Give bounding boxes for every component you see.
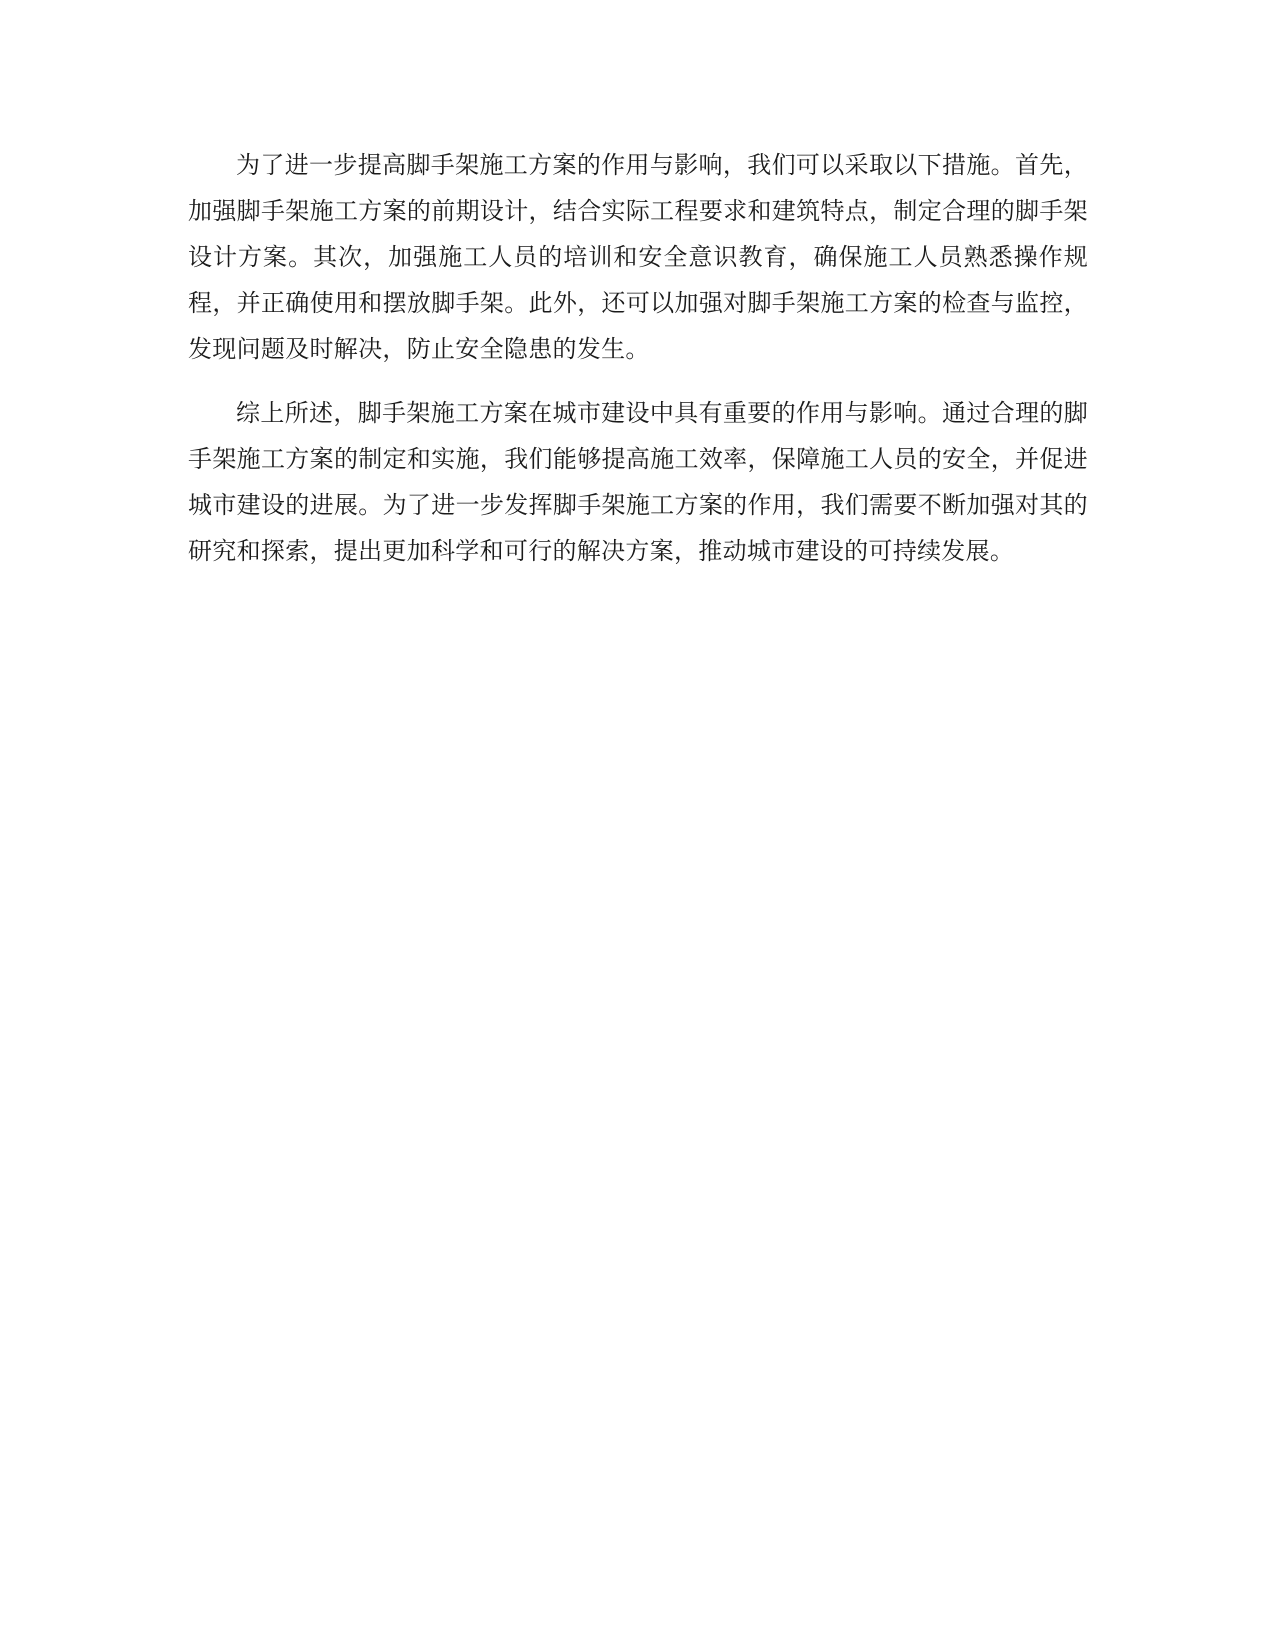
- document-body: [188, 142, 1088, 592]
- paragraph-conclusion: 综上所述，脚手架施工方案在城市建设中具有重要的作用与影响。通过合理的脚手架施工方案的制定和实施，我们能够提高施工效率，保障施工人员的安全，并促进城市建设的进展。为了进一步发挥脚手架施工方案的作用，我们需要不断加强对其的研究和探索，提出更加科学和可行的解决方案，推动城市建设的可持续发展。: [188, 399, 1088, 565]
- paragraph-improvement-measures: 为了进一步提高脚手架施工方案的作用与影响，我们可以采取以下措施。首先，加强脚手架施工方案的前期设计，结合实际工程要求和建筑特点，制定合理的脚手架设计方案。其次，加强施工人员的培训和安全意识教育，确保施工人员熟悉操作规程，并正确使用和摆放脚手架。此外，还可以加强对脚手架施工方案的检查与监控，发现问题及时解决，防止安全隐患的发生。: [188, 151, 1088, 363]
